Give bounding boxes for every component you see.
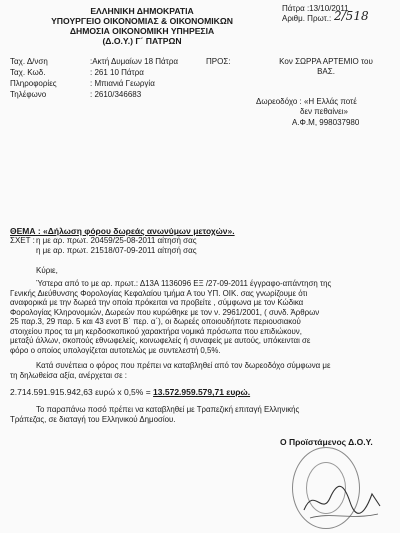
paragraph-2-line: Κατά συνέπεια ο φόρος που πρέπει να καταβληθεί από τον δωρεοδόχο σύμφωνα με — [36, 361, 331, 370]
phone-label: Τηλέφωνο — [10, 90, 47, 99]
info-value: : Μπιανιά Γεωργία — [90, 79, 155, 88]
paragraph-1-line: στοιχείου προς τα μη κερδοσκοπικού χαρακτήρα νομικά πρόσωπα που επιδιώκουν, — [10, 326, 302, 336]
paragraph-2 — [10, 361, 392, 380]
donee-line-1: Δωρεοδόχο : «Η Ελλάς ποτέ — [256, 97, 357, 106]
postcode-value: : 261 10 Πάτρα — [90, 68, 144, 77]
place-date: Πάτρα :13/10/2011 — [282, 4, 349, 13]
paragraph-3-line: Τράπεζας, σε διαταγή του Ελληνικού Δημοσίου. — [10, 414, 176, 424]
header-line-1: ΕΛΛΗΝΙΚΗ ΔΗΜΟΚΡΑΤΙΑ — [90, 6, 194, 16]
protocol-label: Αριθμ. Πρωτ.: — [282, 14, 332, 23]
header-line-3: ΔΗΜΟΣΙΑ ΟΙΚΟΝΟΜΙΚΗ ΥΠΗΡΕΣΙΑ — [69, 26, 215, 36]
header-line-4: (Δ.Ο.Υ.) Γ΄ ΠΑΤΡΩΝ — [102, 36, 182, 46]
address-label: Ταχ. Δ/νση — [10, 57, 48, 66]
recipient-name-line-2: ΒΑΣ. — [317, 67, 335, 76]
calculation-result: 13.572.959.579,71 ευρώ. — [153, 387, 251, 397]
salutation: Κύριε, — [36, 266, 58, 275]
paragraph-3-line: Το παραπάνω ποσό πρέπει να καταβληθεί με Τραπεζική επιταγή Ελληνικής — [36, 405, 300, 414]
calculation-line — [10, 387, 250, 397]
recipient-name-line-1: Κον ΣΩΡΡΑ ΑΡΤΕΜΙΟ του — [279, 57, 373, 66]
paragraph-1-line: μεταξύ άλλων, σκοπούς εθνωφελείς, κοινωφελείς ή συναφείς με αυτούς, υπόκεινται σε — [10, 336, 311, 345]
paragraph-1-line: Φορολογίας Κληρονομιών, Δωρεών που κυρώθηκε με τον ν. 2961/2001, ( συνδ. Άρθρων — [10, 307, 320, 317]
subject-ref-label: ΣΧΕΤ : — [10, 236, 35, 245]
paragraph-1-line: Ύστερα από το με αρ. πρωτ.: Δ13Α 1136096 ΕΞ /27-09-2011 έγγραφο-απάντηση της — [36, 279, 332, 288]
handwritten-signature — [300, 476, 384, 524]
paragraph-1-line: 25 παρ.3, 29 παρ. 5 και 43 ενοτ Β΄ περ. α΄), οι δωρεές οποιουδήποτε περιουσιακού — [10, 317, 301, 326]
paragraph-2-line: τη δηλωθείσα αξία, ανέρχεται σε : — [10, 370, 127, 380]
postcode-label: Ταχ. Κωδ. — [10, 68, 46, 77]
paragraph-1-line: Γενικής Διεύθυνσης Φορολογίας Κεφαλαίου τμήμα Α του ΥΠ. ΟΙΚ. σας γνωρίζουμε ότι — [10, 288, 308, 298]
address-value: :Ακτή Δυμαίων 18 Πάτρα — [90, 57, 179, 66]
info-label: Πληροφορίες — [10, 79, 57, 88]
signature-title: Ο Προϊστάμενος Δ.Ο.Υ. — [280, 437, 373, 447]
paragraph-1-line: φόρο ο οποίος υπολογίζεται αυτοτελώς με συντελεστή 0,5%. — [10, 345, 221, 355]
recipient-afm: Α.Φ.Μ, 998037980 — [292, 118, 360, 127]
paragraph-1 — [10, 279, 392, 355]
donee-line-2: δεν πεθαίνει» — [300, 107, 348, 116]
protocol-number: 2/518 — [334, 9, 369, 23]
calculation-base: 2.714.591.915.942,63 ευρώ x 0,5% = — [10, 387, 151, 397]
header-line-2: ΥΠΟΥΡΓΕΙΟ ΟΙΚΟΝΟΜΙΑΣ & ΟΙΚΟΝΟΜΙΚΩΝ — [51, 16, 233, 26]
phone-value: : 2610/346683 — [90, 90, 142, 99]
subject-ref-2: η με αρ. πρωτ. 21518/07-09-2011 αίτησή σας — [36, 246, 197, 255]
paragraph-3 — [10, 405, 392, 424]
subject-theme: ΘΕΜΑ : «Δήλωση φόρου δωρεάς ανωνύμων μετοχών». — [10, 226, 235, 236]
subject-ref-1: η με αρ. πρωτ. 20459/25-08-2011 αίτησή σας — [36, 236, 197, 245]
to-label: ΠΡΟΣ: — [206, 57, 231, 66]
paragraph-1-line: αναφορικά με την δωρεά την οποία πρόκειται να προβείτε , σύμφωνα με τον Κώδικα — [10, 298, 304, 307]
